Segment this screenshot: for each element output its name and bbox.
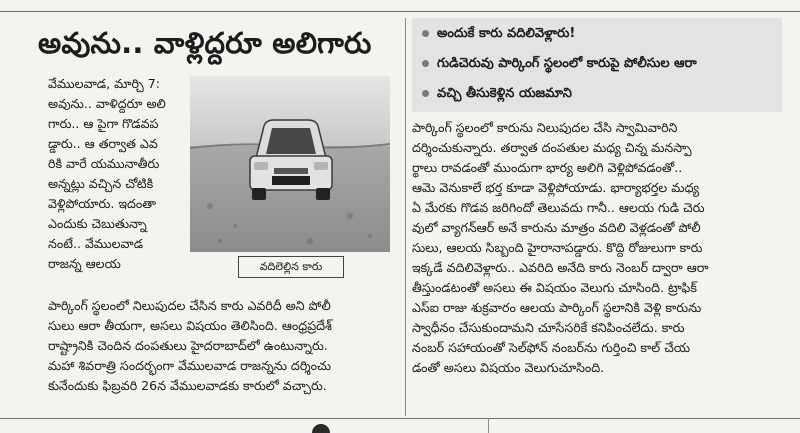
- car-photo: [190, 76, 390, 252]
- left-text-line: కునేందుకు ఫిబ్రవరి 26న వేములవాడకు కారులో వచ్చారు.: [48, 378, 327, 393]
- right-text-line: ఆమె వెనుకాలే భర్త కూడా వెళ్లిపోయాడు. భార్యాభర్తల మధ్య: [412, 180, 700, 195]
- bullet-dot-icon: [422, 90, 429, 97]
- left-text-line: రాజన్న ఆలయ: [48, 256, 121, 271]
- right-text-line: ర్థాలు రావడంతో ముందుగా భార్య అలిగి వెళ్లిపోవడంతో..: [412, 160, 683, 175]
- car-photo-image: [190, 76, 390, 252]
- bottom-rule: [0, 418, 800, 419]
- highlight-item: అందుకే కారు వదిలివెళ్లారు!: [422, 20, 782, 48]
- left-text-line: మహా శివరాత్రి సందర్భంగా వేములవాడ రాజన్నను దర్శించు: [48, 358, 331, 373]
- headline: అవును.. వాళ్లిద్దరూ అలిగారు: [38, 26, 372, 60]
- left-text-line: రాష్ట్రానికి చెందిన దంపతులు హైదరాబాద్‌లో ఉంటున్నారు.: [48, 338, 328, 353]
- top-rule: [0, 11, 800, 12]
- right-text-line: సులు, ఆలయ సిబ్బంది హైరానాపడ్డారు. కొద్ది రోజులుగా కారు: [412, 240, 703, 255]
- left-text-line: అన్నట్లు వచ్చిన చోటికి: [48, 176, 154, 191]
- bullet-dot-icon: [422, 30, 429, 37]
- highlights-box: [412, 18, 782, 112]
- bottom-divider: [488, 418, 489, 433]
- right-text-line: దర్శించుకున్నారు. తర్వాత దంపతుల మధ్య చిన్న మనస్పా: [412, 140, 692, 155]
- right-text-line: డంతో అసలు విషయం వెలుగుచూసింది.: [412, 360, 605, 375]
- right-text-line: స్వాధీనం చేసుకుందామని చూసేసరికే కనిపించలేదు. కారు: [412, 320, 685, 335]
- left-text-line: సులు ఆరా తీయగా, అసలు విషయం తెలిసింది. ఆంధ్రప్రదేశ్: [48, 318, 332, 333]
- photo-caption: వదిలెల్లిన కారు: [238, 256, 344, 278]
- right-text-line: వులో వ్యాగన్‌ఆర్ అనే కారును మాత్రం వదిలి వెళ్లడంతో పోలీ: [412, 220, 701, 235]
- left-text-line: పార్కింగ్ స్థలంలో నిలుపుదల చేసిన కారు ఎవరిదీ అని పోలీ: [48, 298, 331, 313]
- left-text-line: గారు.. ఆ పైగా గొడవప: [48, 116, 159, 131]
- left-text-line: ఎందుకు చెబుతున్నా: [48, 216, 147, 231]
- left-text-line: అవును.. వాళిద్దరూ అలి: [48, 96, 166, 111]
- right-text-line: ఏ మేరకు గొడవ జరిగిందో తెలువదు గానీ.. ఆలయ గుడి చెరు: [412, 200, 705, 215]
- left-text-line: వెళ్లిపోయారు. ఇదంతా: [48, 196, 157, 211]
- right-text-line: తీస్తుండటంతో అసలు ఈ విషయం వెలుగు చూసింది. ట్రాఫిక్: [412, 280, 697, 295]
- right-text-line: ఇక్కడే వదిలివెళ్లారు.. ఎవరిది అనేది కారు నెంబర్ ద్వారా ఆరా: [412, 260, 709, 275]
- bullet-dot-icon: [422, 60, 429, 67]
- left-text-line: వేములవాడ, మార్చి 7:: [48, 76, 161, 91]
- left-text-line: రికి వారే యమునాతీరు: [48, 156, 160, 171]
- car-icon: [250, 120, 332, 200]
- left-text-line: డ్డారు.. ఆ తర్వాత ఎవ: [48, 136, 158, 151]
- right-text-line: పార్కింగ్ స్థలంలో కారును నిలుపుదల చేసి స్వామివారిని: [412, 120, 678, 135]
- right-text-line: నంబర్ సహాయంతో సెల్‌ఫోన్ నంబర్‌ను గుర్తించి కాల్ చేయ: [412, 340, 691, 355]
- cut-off-glyph: [312, 424, 330, 433]
- highlight-item: గుడిచెరువు పార్కింగ్ స్థలంలో కారుపై పోలీసుల ఆరా: [422, 50, 782, 78]
- highlight-item: వచ్చి తీసుకెళ్లిన యజమాని: [422, 80, 782, 108]
- column-divider: [405, 18, 406, 416]
- right-text-line: ఎస్ఐ రాజు శుక్రవారం ఆలయ పార్కింగ్ స్థలానికి వెళ్లి కారును: [412, 300, 702, 315]
- left-text-line: నంటే.. వేములవాడ: [48, 236, 144, 251]
